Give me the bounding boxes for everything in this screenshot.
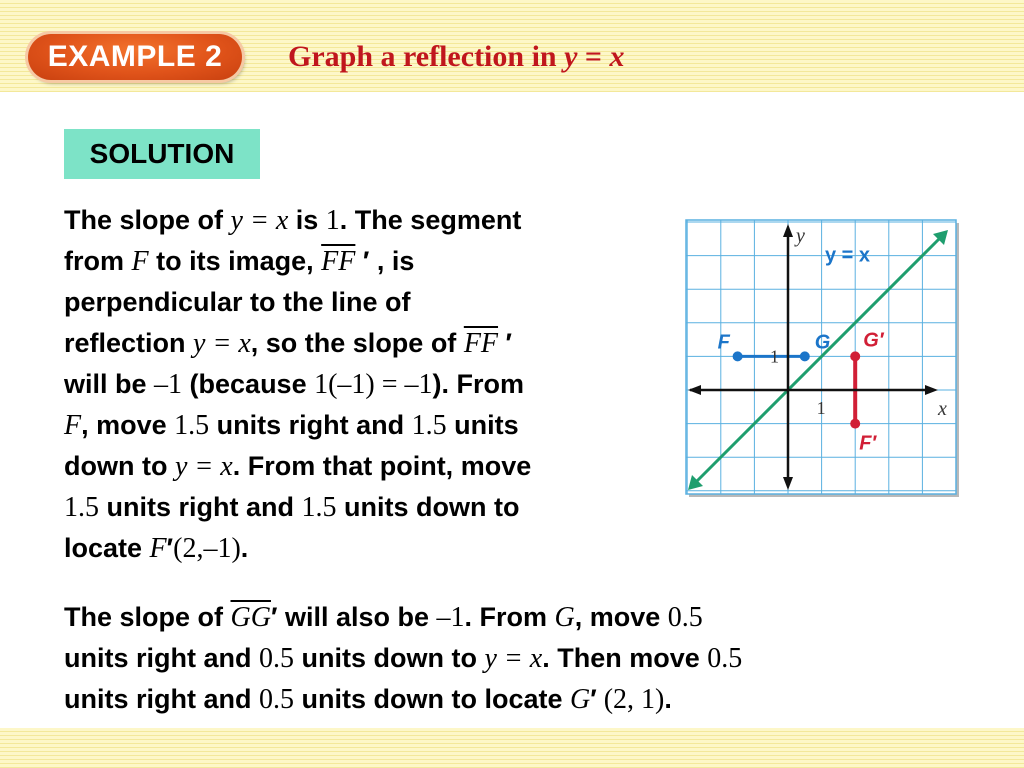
x-tick-label: 1 <box>816 398 826 418</box>
point-f-label: F <box>717 331 730 354</box>
point-f-prime-label: F′ <box>859 432 877 455</box>
solution-paragraph-1: The slope of y = x is 1. The segment from F to its image, $\overline{FF}$ ′ , is perpendicular to the line of reflection y = x, so the slope of $\overline{FF}$ ′ will be –1 (because 1(–1) = –1). From F, move 1.5 units right and 1.5 units down to y = x. From that point, move 1.5 units right and 1.5 units down to locate F′(2,–1). <box>64 205 532 564</box>
solution-label: SOLUTION <box>64 129 260 179</box>
footer-band <box>0 728 1024 768</box>
point-g-prime-label: G′ <box>863 329 884 352</box>
solution-paragraph-2: The slope of $\overline{GG}'$ will also be –1. From G, move 0.5 units right and 0.5 units down to y = x. Then move 0.5 units right and 0.5 units down to locate G′ (2, 1). <box>64 602 743 715</box>
point-g-label: G <box>814 331 831 354</box>
y-tick-label: 1 <box>770 346 779 367</box>
reflection-graph <box>682 218 960 500</box>
y-axis-label: y <box>796 225 805 247</box>
segment-ff-prime: $\overline{FF}$ <box>321 246 356 277</box>
point-f <box>733 351 743 361</box>
point-f-prime <box>850 419 860 429</box>
example-badge: EXAMPLE 2 <box>28 34 242 80</box>
x-axis-label: x <box>938 398 947 420</box>
point-g-prime <box>850 351 860 361</box>
point-g <box>800 351 810 361</box>
line-label: y = x <box>824 244 871 267</box>
example-title: Graph a reflection in y = x <box>288 40 625 73</box>
